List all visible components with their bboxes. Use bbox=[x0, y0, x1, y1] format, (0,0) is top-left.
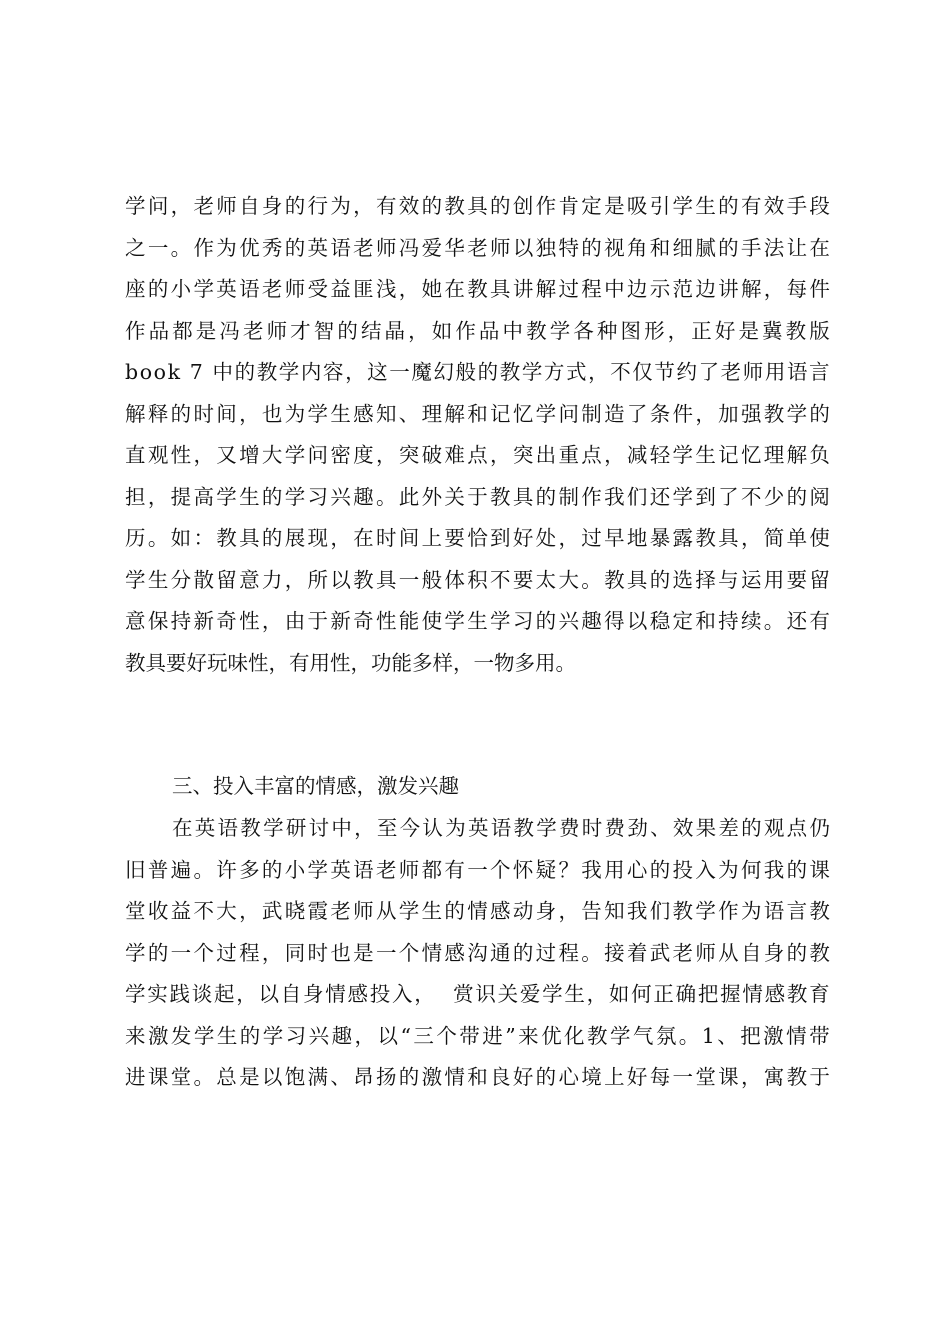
paragraph-line: 直 观 性 ， 又 增 大 学 问 密 度 ， 突 破 难 点 ， 突 出 重 点 ， 减 轻 学 生 记 忆 理 解 负 bbox=[125, 443, 830, 467]
section-heading: 三、投入丰富的情感，激发兴趣 bbox=[172, 774, 459, 798]
paragraph-line: 解 释 的 时 间 ， 也 为 学 生 感 知 、 理 解 和 记 忆 学 问 制 造 了 条 件 ， 加 强 教 学 的 bbox=[125, 401, 830, 426]
paragraph-line: 旧 普 遍 。 许 多 的 小 学 英 语 老 师 都 有 一 个 怀 疑 ？ 我 用 心 的 投 入 为 何 我 的 课 bbox=[125, 857, 830, 882]
paragraph-teaching-aids bbox=[125, 186, 830, 684]
paragraph-line: 进 课 堂 。 总 是 以 饱 满 、 昂 扬 的 激 情 和 良 好 的 心 境 上 好 每 一 堂 课 ， 寓 教 于 bbox=[125, 1065, 830, 1089]
paragraph-line: b o o k 7 中 的 教 学 内 容 ， 这 一 魔 幻 般 的 教 学 方 式 ， 不 仅 节 约 了 老 师 用 语 言 bbox=[125, 360, 830, 384]
paragraph-line: 学 生 分 散 留 意 力 ， 所 以 教 具 一 般 体 积 不 要 太 大 。 教 具 的 选 择 与 运 用 要 留 bbox=[125, 567, 830, 592]
paragraph-line: 教具要好玩味性，有用性，功能多样，一物多用。 bbox=[125, 650, 576, 675]
paragraph-line: 学 实 践 谈 起 ， 以 自 身 情 感 投 入 ， 赏 识 关 爱 学 生 ， 如 何 正 确 把 握 情 感 教 育 bbox=[125, 982, 830, 1006]
paragraph-line: 座 的 小 学 英 语 老 师 受 益 匪 浅 ， 她 在 教 具 讲 解 过 程 中 边 示 范 边 讲 解 ， 每 件 bbox=[125, 277, 830, 301]
paragraph-line: 历 。 如 ： 教 具 的 展 现 ， 在 时 间 上 要 恰 到 好 处 ， 过 早 地 暴 露 教 具 ， 简 单 使 bbox=[125, 526, 830, 550]
paragraph-emotion bbox=[125, 808, 830, 1099]
paragraph-line: 堂 收 益 不 大 ， 武 晓 霞 老 师 从 学 生 的 情 感 动 身 ， 告 知 我 们 教 学 作 为 语 言 教 bbox=[125, 899, 830, 923]
paragraph-line: 之 一 。 作 为 优 秀 的 英 语 老 师 冯 爱 华 老 师 以 独 特 的 视 角 和 细 腻 的 手 法 让 在 bbox=[125, 235, 830, 260]
paragraph-line: 学 的 一 个 过 程 ， 同 时 也 是 一 个 情 感 沟 通 的 过 程 。 接 着 武 老 师 从 自 身 的 教 bbox=[125, 940, 830, 965]
paragraph-line: 在 英 语 教 学 研 讨 中 ， 至 今 认 为 英 语 教 学 费 时 费 劲 、 效 果 差 的 观 点 仍 bbox=[172, 816, 830, 840]
paragraph-line: 作 品 都 是 冯 老 师 才 智 的 结 晶 ， 如 作 品 中 教 学 各 种 图 形 ， 正 好 是 冀 教 版 bbox=[125, 318, 830, 343]
paragraph-line: 担 ， 提 高 学 生 的 学 习 兴 趣 。 此 外 关 于 教 具 的 制 作 我 们 还 学 到 了 不 少 的 阅 bbox=[125, 484, 830, 509]
paragraph-line: 意 保 持 新 奇 性 ， 由 于 新 奇 性 能 使 学 生 学 习 的 兴 趣 得 以 稳 定 和 持 续 。 还 有 bbox=[125, 609, 830, 633]
paragraph-line: 学 问 ， 老 师 自 身 的 行 为 ， 有 效 的 教 具 的 创 作 肯 定 是 吸 引 学 生 的 有 效 手 段 bbox=[125, 194, 830, 218]
section-heading-block bbox=[125, 766, 830, 808]
paragraph-line: 来 激 发 学 生 的 学 习 兴 趣 ， 以 “ 三 个 带 进 ” 来 优 化 教 学 气 氛 。 1 、 把 激 情 带 bbox=[125, 1023, 830, 1048]
